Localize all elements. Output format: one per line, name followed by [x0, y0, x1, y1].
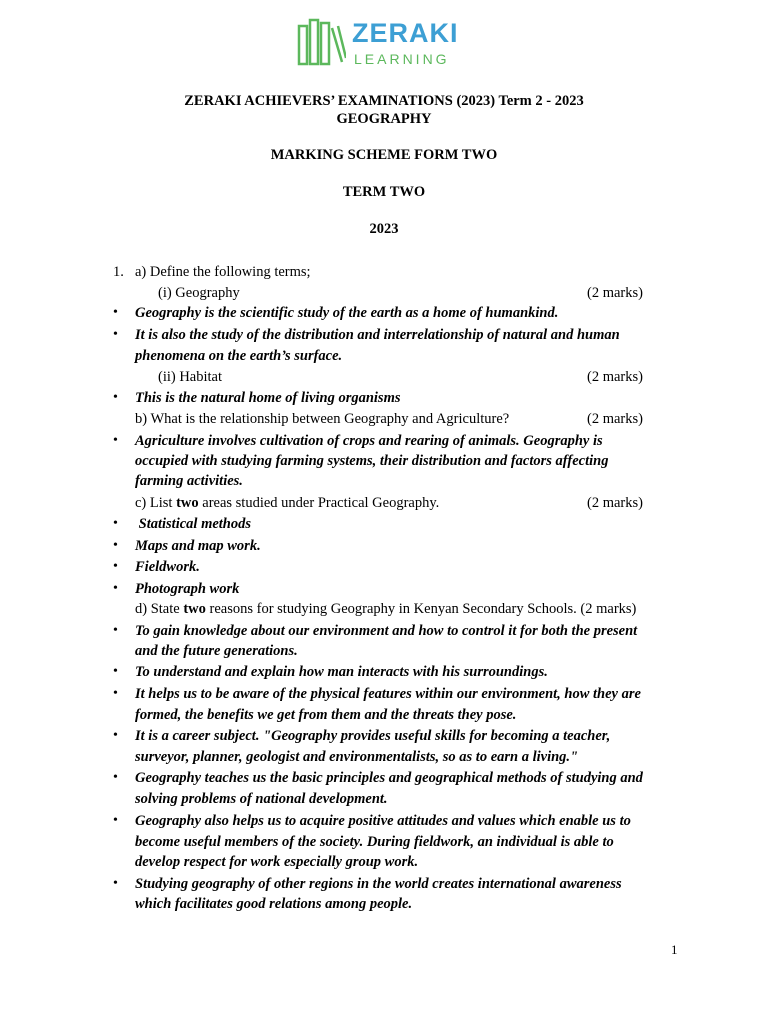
- answer-line: It is a career subject. "Geography provides useful skills for becoming a teacher,: [135, 728, 611, 744]
- answer-line: Geography also helps us to acquire positive attitudes and values which enable us to: [135, 813, 631, 829]
- question-c-prompt: c) List two areas studied under Practical Geography.: [135, 495, 440, 511]
- page-number: 1: [671, 942, 678, 957]
- answer-line: formed, the benefits we get from them and the threats they pose.: [135, 707, 517, 723]
- bullet-icon: •: [113, 581, 118, 596]
- question-a-ii: (ii) Habitat: [158, 369, 223, 385]
- question-a-i: (i) Geography: [158, 285, 240, 301]
- bullet-icon: •: [113, 538, 118, 553]
- bullet-icon: •: [113, 305, 118, 320]
- answer-line: Geography is the scientific study of the earth as a home of humankind.: [135, 305, 559, 321]
- bullet-icon: •: [113, 559, 118, 574]
- answer-line: Statistical methods: [135, 516, 252, 532]
- answer-line: Fieldwork.: [135, 559, 200, 575]
- marks-label: (2 marks): [587, 285, 643, 301]
- bullet-icon: •: [113, 390, 118, 405]
- bullet-icon: •: [113, 327, 118, 342]
- answer-line: This is the natural home of living organisms: [135, 390, 401, 406]
- answer-line: Geography teaches us the basic principles and geographical methods of studying and: [135, 770, 643, 786]
- answer-line: Agriculture involves cultivation of crops and rearing of animals. Geography is: [135, 433, 603, 449]
- zeraki-logo: [296, 18, 476, 70]
- bullet-icon: •: [113, 813, 118, 828]
- answer-line: surveyor, planner, geologist and environmentalists, so as to earn a living.": [135, 749, 579, 765]
- bullet-icon: •: [113, 686, 118, 701]
- answer-line: and the future generations.: [135, 643, 298, 659]
- answer-line: solving problems of national development.: [135, 791, 388, 807]
- logo-wordmark: ZERAKI: [352, 18, 459, 48]
- answer-line: To gain knowledge about our environment and how to control it for both the present: [135, 623, 638, 639]
- answer-line: It helps us to be aware of the physical features within our environment, how they are: [135, 686, 641, 702]
- bullet-icon: •: [113, 728, 118, 743]
- exam-title: ZERAKI ACHIEVERS’ EXAMINATIONS (2023) Term 2 - 2023: [184, 93, 584, 109]
- bullet-icon: •: [113, 770, 118, 785]
- answer-line: Studying geography of other regions in the world creates international awareness: [135, 876, 622, 892]
- answer-line: develop respect for work especially group work.: [135, 854, 419, 870]
- bullet-icon: •: [113, 516, 118, 531]
- answer-line: phenomena on the earth’s surface.: [135, 348, 343, 364]
- scheme-title: MARKING SCHEME FORM TWO: [270, 147, 498, 163]
- answer-line: which facilitates good relations among people.: [135, 896, 413, 912]
- question-a-prompt: a) Define the following terms;: [135, 264, 311, 280]
- marks-label: (2 marks): [587, 369, 643, 385]
- question-d-prompt: d) State two reasons for studying Geography in Kenyan Secondary Schools. (2 marks): [135, 601, 637, 617]
- bullet-icon: •: [113, 623, 118, 638]
- year-title: 2023: [369, 221, 399, 237]
- answer-line: Photograph work: [135, 581, 240, 597]
- answer-line: farming activities.: [135, 473, 243, 489]
- answer-line: It is also the study of the distribution and interrelationship of natural and human: [135, 327, 620, 343]
- answer-line: become useful members of the society. During fieldwork, an individual is able to: [135, 834, 614, 850]
- marks-label: (2 marks): [587, 411, 643, 427]
- answer-line: To understand and explain how man interacts with his surroundings.: [135, 664, 548, 680]
- term-title: TERM TWO: [342, 184, 426, 200]
- bullet-icon: •: [113, 433, 118, 448]
- logo-subtitle: LEARNING: [354, 51, 450, 67]
- bullet-icon: •: [113, 876, 118, 891]
- question-number: 1.: [113, 264, 124, 280]
- marks-label: (2 marks): [587, 495, 643, 511]
- answer-line: Maps and map work.: [135, 538, 261, 554]
- answer-line: occupied with studying farming systems, their distribution and factors affecting: [135, 453, 609, 469]
- subject-title: GEOGRAPHY: [336, 111, 432, 127]
- books-logo-icon: [296, 18, 346, 68]
- question-b-prompt: b) What is the relationship between Geography and Agriculture?: [135, 411, 510, 427]
- bullet-icon: •: [113, 664, 118, 679]
